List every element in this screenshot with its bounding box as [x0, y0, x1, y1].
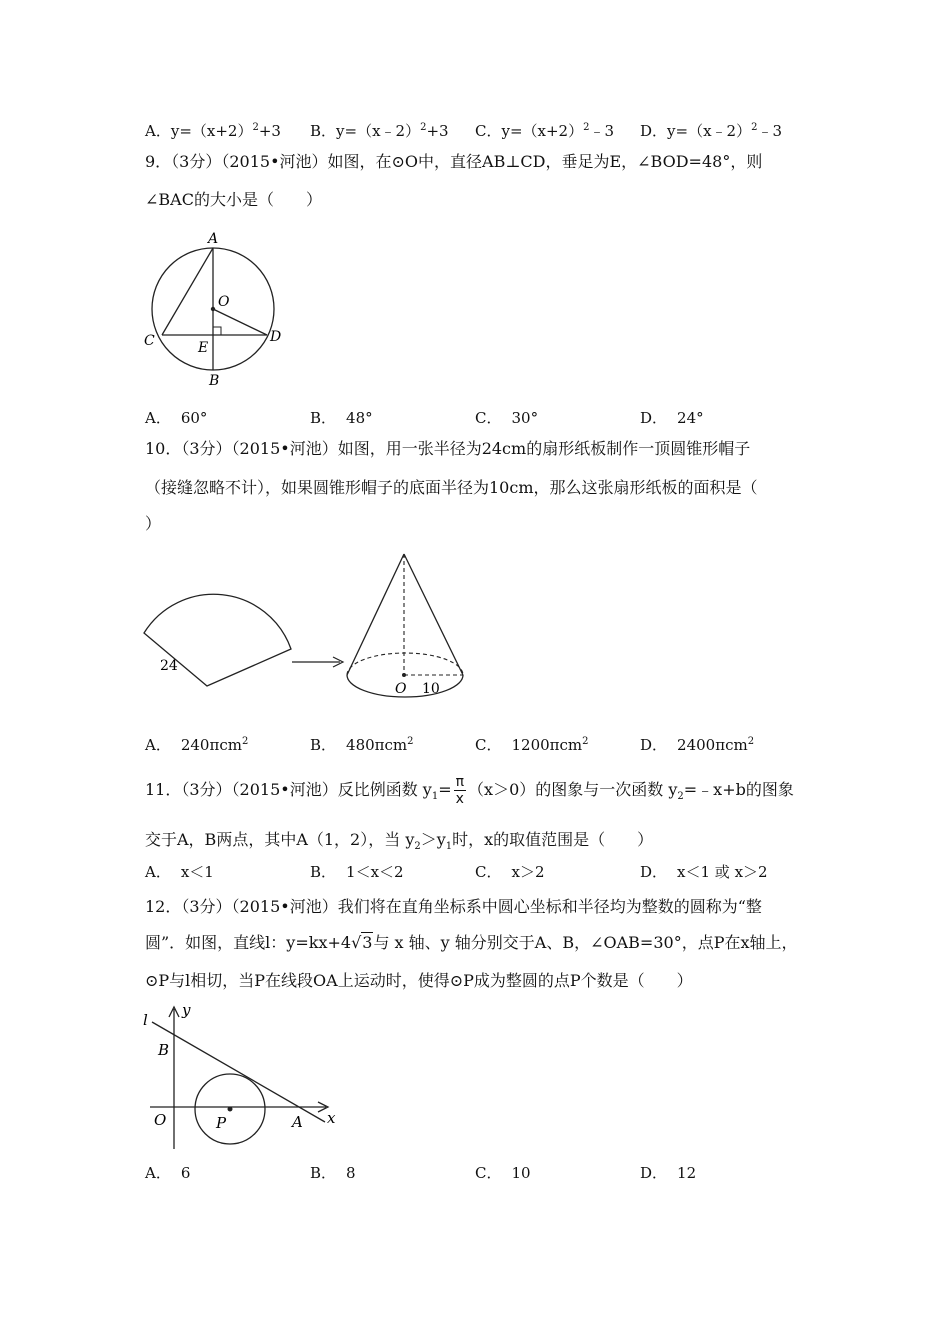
- option-text: 30°: [511, 409, 539, 427]
- option-label: C．: [475, 122, 502, 140]
- q10-sector-cone-figure: [140, 548, 480, 700]
- q8-option-a[interactable]: [145, 117, 281, 142]
- option-label: B．: [310, 409, 337, 427]
- label-p: P: [216, 1114, 227, 1132]
- point-p-dot: [228, 1107, 233, 1112]
- option-expr: y=（x+2）: [501, 122, 584, 140]
- option-label: A．: [145, 863, 171, 881]
- option-tail: +3: [258, 122, 281, 140]
- option-text: 480πcm: [346, 736, 408, 754]
- right-angle-mark: [213, 327, 221, 335]
- option-label: B．: [310, 1164, 337, 1182]
- q11-option-a[interactable]: [145, 861, 214, 883]
- label-b: B: [158, 1041, 170, 1059]
- q11-fraction: [454, 774, 466, 807]
- option-text: 1200πcm: [511, 736, 583, 754]
- q9-circle-figure: [140, 228, 300, 393]
- q11-line2-sub-2: 2: [414, 841, 421, 853]
- option-exponent: 2: [747, 736, 755, 747]
- q10-stem-line3: ）: [145, 514, 162, 533]
- option-text: 12: [677, 1164, 697, 1182]
- q9-stem-line1: 9．（3分）（2015•河池）如图，在⊙O中，直径AB⊥CD，垂足为E，∠BOD=48°，则: [145, 152, 763, 171]
- option-exponent: 2: [751, 122, 758, 133]
- label-d: D: [270, 329, 282, 345]
- option-label: B．: [310, 863, 337, 881]
- option-text: 8: [346, 1164, 356, 1182]
- option-label: B．: [310, 122, 337, 140]
- cone-left-edge: [347, 554, 404, 675]
- sqrt-sign: √: [351, 933, 362, 952]
- q10-stem-line1: 10．（3分）（2015•河池）如图，用一张半径为24cm的扇形纸板制作一顶圆锥形帽子: [145, 439, 751, 458]
- option-tail: +3: [426, 122, 449, 140]
- q11-option-c[interactable]: [475, 861, 545, 883]
- q8-option-b[interactable]: [310, 117, 449, 142]
- option-text: 10: [511, 1164, 531, 1182]
- q9-option-a[interactable]: [145, 407, 207, 429]
- option-text: 2400πcm: [677, 736, 748, 754]
- q11-stem-start: 11．（3分）（2015•河池）反比例函数 y: [145, 780, 432, 799]
- option-expr: y=（x+2）: [170, 122, 253, 140]
- option-exponent: 2: [582, 736, 589, 747]
- q11-line2-start: 交于A，B两点，其中A（1，2），当 y: [145, 830, 415, 849]
- q10-option-a[interactable]: [145, 731, 248, 756]
- option-label: C．: [475, 736, 502, 754]
- option-label: A．: [145, 409, 171, 427]
- label-y: y: [182, 1003, 191, 1019]
- option-text: x＜1: [180, 863, 214, 881]
- q12-option-c[interactable]: [475, 1162, 531, 1184]
- q11-stem-mid: （x＞0）的图象与一次函数 y: [468, 780, 678, 799]
- q11-sub-2: 2: [677, 791, 684, 803]
- option-exponent: 2: [241, 736, 249, 747]
- q9-option-c[interactable]: [475, 407, 538, 429]
- option-label: D．: [640, 1164, 668, 1182]
- q11-option-d[interactable]: [640, 861, 768, 883]
- option-expr: y=（x﹣2）: [667, 122, 752, 140]
- q11-sub-1: 1: [431, 791, 439, 803]
- q9-option-d[interactable]: [640, 407, 704, 429]
- q11-stem-line2: [145, 829, 653, 858]
- option-exponent: 2: [583, 122, 590, 133]
- option-exponent: 2: [407, 736, 414, 747]
- q12-option-b[interactable]: [310, 1162, 356, 1184]
- cone-base-back: [347, 653, 463, 675]
- label-a: A: [208, 231, 219, 247]
- sqrt-radicand: 3: [362, 933, 373, 952]
- option-label: D．: [640, 736, 668, 754]
- option-text: 60°: [180, 409, 208, 427]
- q12-option-d[interactable]: [640, 1162, 696, 1184]
- q10-stem-line2: （接缝忽略不计），如果圆锥形帽子的底面半径为10cm，那么这张扇形纸板的面积是（: [145, 478, 758, 497]
- option-expr: y=（x﹣2）: [336, 122, 421, 140]
- q12-stem-line2: [145, 932, 797, 954]
- q10-option-b[interactable]: [310, 731, 414, 756]
- label-o: O: [154, 1111, 167, 1129]
- q12-line2-start: 圆”．如图，直线l：y=kx+4: [145, 933, 352, 952]
- q11-line2-sub-1: 1: [445, 841, 453, 853]
- option-tail: ﹣3: [589, 122, 615, 140]
- label-c: C: [144, 333, 155, 349]
- q11-stem-end: =﹣x+b的图象: [683, 780, 794, 799]
- sector-radius-label: 24: [160, 658, 178, 674]
- q8-option-d[interactable]: [640, 117, 782, 142]
- option-label: B．: [310, 736, 337, 754]
- option-text: 1＜x＜2: [346, 863, 404, 881]
- label-o: O: [218, 294, 230, 310]
- q8-option-c[interactable]: [475, 117, 614, 142]
- q12-stem-line3: ⊙P与l相切，当P在线段OA上运动时，使得⊙P成为整圆的点P个数是（ ）: [145, 971, 693, 990]
- label-e: E: [198, 340, 209, 356]
- option-label: A．: [145, 736, 171, 754]
- label-b: B: [209, 373, 220, 389]
- option-exponent: 2: [420, 122, 427, 133]
- fraction-numerator: π: [455, 774, 465, 790]
- option-label: C．: [475, 409, 502, 427]
- q11-equals: =: [438, 780, 452, 799]
- option-label: D．: [640, 409, 668, 427]
- chord-ac: [162, 248, 213, 335]
- option-text: 24°: [677, 409, 704, 427]
- option-label: D．: [640, 122, 668, 140]
- q12-option-a[interactable]: [145, 1162, 190, 1184]
- option-tail: ﹣3: [757, 122, 782, 140]
- q9-stem-line2: ∠BAC的大小是（ ）: [145, 190, 322, 209]
- option-text: x＞2: [511, 863, 545, 881]
- q11-option-b[interactable]: [310, 861, 404, 883]
- option-label: A．: [145, 122, 171, 140]
- label-x: x: [327, 1109, 336, 1127]
- option-exponent: 2: [252, 122, 259, 133]
- q12-coordinate-figure: [138, 1003, 343, 1153]
- cone-right-edge: [404, 554, 463, 675]
- label-a: A: [292, 1113, 303, 1131]
- q10-option-d[interactable]: [640, 731, 754, 756]
- q11-line2-end: 时，x的取值范围是（ ）: [452, 830, 654, 849]
- q11-stem-line1: [145, 772, 794, 815]
- cone-radius-label: 10: [422, 681, 440, 697]
- option-label: D．: [640, 863, 668, 881]
- center-dot: [211, 307, 215, 311]
- cone-label-o: O: [395, 681, 407, 697]
- q10-option-c[interactable]: [475, 731, 589, 756]
- cone-center-dot: [402, 673, 406, 677]
- fraction-denominator: x: [455, 791, 464, 807]
- q12-line2-end: 与 x 轴、y 轴分别交于A、B，∠OAB=30°，点P在x轴上，: [373, 933, 798, 952]
- q11-line2-mid: ＞y: [420, 830, 446, 849]
- q12-stem-line1: 12．（3分）（2015•河池）我们将在直角坐标系中圆心坐标和半径均为整数的圆称为“整: [145, 897, 762, 916]
- option-label: C．: [475, 863, 502, 881]
- option-label: A．: [145, 1164, 171, 1182]
- option-text: 6: [180, 1164, 191, 1182]
- q9-option-b[interactable]: [310, 407, 373, 429]
- option-label: C．: [475, 1164, 502, 1182]
- option-text: x＜1 或 x＞2: [677, 863, 768, 881]
- label-l: l: [143, 1011, 148, 1029]
- option-text: 240πcm: [180, 736, 242, 754]
- option-text: 48°: [346, 409, 373, 427]
